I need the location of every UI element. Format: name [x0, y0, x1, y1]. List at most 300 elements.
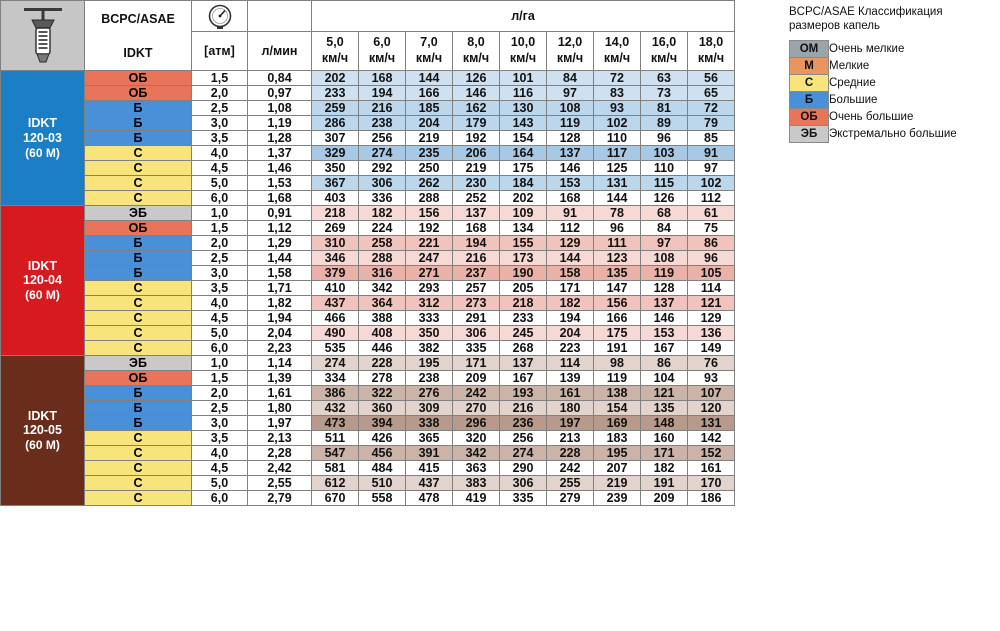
- bcpc-header-cell: [85, 1, 192, 71]
- flow-lmin-cell: 1,39: [248, 371, 312, 386]
- pressure-cell: 2,5: [192, 101, 248, 116]
- legend-swatch: С: [790, 74, 829, 91]
- rate-cell: 237: [453, 266, 500, 281]
- pressure-cell: 4,5: [192, 461, 248, 476]
- rate-cell: 65: [688, 86, 735, 101]
- rate-cell: 128: [547, 131, 594, 146]
- pressure-cell: 6,0: [192, 191, 248, 206]
- table-row: [1, 176, 735, 191]
- droplet-class-cell: С: [85, 491, 192, 506]
- rate-cell: 131: [594, 176, 641, 191]
- rate-cell: 112: [547, 221, 594, 236]
- rate-cell: 86: [688, 236, 735, 251]
- rate-cell: 259: [312, 101, 359, 116]
- rate-cell: 274: [312, 356, 359, 371]
- rate-cell: 258: [359, 236, 406, 251]
- table-row: [1, 491, 735, 506]
- rate-cell: 91: [547, 206, 594, 221]
- rate-cell: 191: [641, 476, 688, 491]
- rate-cell: 192: [406, 221, 453, 236]
- table-row: [1, 101, 735, 116]
- rate-cell: 73: [641, 86, 688, 101]
- rate-cell: 197: [547, 416, 594, 431]
- rate-cell: 154: [594, 401, 641, 416]
- table-header: [1, 1, 735, 71]
- rate-cell: 103: [641, 146, 688, 161]
- pressure-cell: 4,5: [192, 161, 248, 176]
- table-row: [1, 236, 735, 251]
- rate-cell: 96: [688, 251, 735, 266]
- rate-cell: 276: [406, 386, 453, 401]
- rate-cell: 228: [547, 446, 594, 461]
- rate-cell: 233: [500, 311, 547, 326]
- rate-cell: 320: [453, 431, 500, 446]
- table-row: [1, 71, 735, 86]
- flow-lmin-cell: 1,71: [248, 281, 312, 296]
- rate-cell: 432: [312, 401, 359, 416]
- rate-cell: 224: [359, 221, 406, 236]
- rate-cell: 167: [500, 371, 547, 386]
- group-name: IDKT: [27, 258, 58, 273]
- rate-cell: 242: [547, 461, 594, 476]
- rate-cell: 76: [688, 356, 735, 371]
- flow-lmin-cell: 1,29: [248, 236, 312, 251]
- rate-cell: 162: [453, 101, 500, 116]
- rate-cell: 274: [500, 446, 547, 461]
- rate-cell: 146: [453, 86, 500, 101]
- rate-cell: 143: [500, 116, 547, 131]
- rate-cell: 112: [688, 191, 735, 206]
- rate-cell: 179: [453, 116, 500, 131]
- droplet-class-cell: Б: [85, 251, 192, 266]
- rate-cell: 182: [641, 461, 688, 476]
- flow-lmin-cell: 1,80: [248, 401, 312, 416]
- table-row: [1, 416, 735, 431]
- rate-cell: 484: [359, 461, 406, 476]
- rate-cell: 292: [359, 161, 406, 176]
- rate-cell: 137: [547, 146, 594, 161]
- rate-cell: 171: [453, 356, 500, 371]
- table-row: [1, 341, 735, 356]
- legend-label: Большие: [829, 93, 878, 106]
- rate-cell: 93: [688, 371, 735, 386]
- rate-cell: 335: [500, 491, 547, 506]
- rate-cell: 183: [594, 431, 641, 446]
- pressure-cell: 1,0: [192, 206, 248, 221]
- rate-cell: 256: [500, 431, 547, 446]
- droplet-class-cell: С: [85, 326, 192, 341]
- rate-cell: 195: [594, 446, 641, 461]
- pressure-cell: 3,5: [192, 281, 248, 296]
- rate-cell: 233: [312, 86, 359, 101]
- pressure-cell: 5,0: [192, 476, 248, 491]
- nozzle-group-label-120-04: [1, 206, 85, 356]
- rate-cell: 135: [594, 266, 641, 281]
- rate-cell: 216: [453, 251, 500, 266]
- rate-cell: 363: [453, 461, 500, 476]
- droplet-class-cell: С: [85, 341, 192, 356]
- legend-label: Очень большие: [829, 110, 914, 123]
- rate-cell: 510: [359, 476, 406, 491]
- rate-cell: 130: [500, 101, 547, 116]
- rate-cell: 535: [312, 341, 359, 356]
- bcpc-header-line1: BCPC/ASAE: [101, 11, 175, 26]
- rate-cell: 269: [312, 221, 359, 236]
- rate-cell: 190: [500, 266, 547, 281]
- flow-lmin-cell: 1,68: [248, 191, 312, 206]
- rate-cell: 391: [406, 446, 453, 461]
- rate-cell: 245: [500, 326, 547, 341]
- rate-cell: 207: [594, 461, 641, 476]
- speed-header-0: 5,0 км/ч: [312, 32, 359, 71]
- rate-cell: 175: [594, 326, 641, 341]
- rate-cell: 160: [641, 431, 688, 446]
- rate-cell: 175: [500, 161, 547, 176]
- flow-lmin-cell: 1,82: [248, 296, 312, 311]
- rate-cell: 182: [547, 296, 594, 311]
- droplet-class-cell: С: [85, 311, 192, 326]
- rate-cell: 108: [547, 101, 594, 116]
- rate-cell: 144: [594, 191, 641, 206]
- rate-cell: 202: [500, 191, 547, 206]
- rate-cell: 193: [500, 386, 547, 401]
- flow-lmin-cell: 2,13: [248, 431, 312, 446]
- flow-lmin-cell: 1,19: [248, 116, 312, 131]
- rate-cell: 252: [453, 191, 500, 206]
- rate-cell: 388: [359, 311, 406, 326]
- rate-cell: 117: [594, 146, 641, 161]
- rate-cell: 306: [500, 476, 547, 491]
- group-name: IDKT: [27, 408, 58, 423]
- legend-label: Очень мелкие: [829, 42, 905, 55]
- rate-cell: 310: [312, 236, 359, 251]
- lga-header: л/га: [312, 1, 735, 32]
- pressure-cell: 3,0: [192, 416, 248, 431]
- rate-cell: 383: [453, 476, 500, 491]
- nozzle-icon-cell: [1, 1, 85, 71]
- rate-cell: 312: [406, 296, 453, 311]
- rate-cell: 478: [406, 491, 453, 506]
- pressure-cell: 4,5: [192, 311, 248, 326]
- rate-cell: 137: [641, 296, 688, 311]
- rate-cell: 56: [688, 71, 735, 86]
- droplet-class-cell: С: [85, 296, 192, 311]
- rate-cell: 79: [688, 116, 735, 131]
- speed-header-2: 7,0 км/ч: [406, 32, 453, 71]
- pressure-gauge-cell: [192, 1, 248, 32]
- rate-cell: 169: [594, 416, 641, 431]
- speed-header-7: 16,0 км/ч: [641, 32, 688, 71]
- rate-cell: 102: [688, 176, 735, 191]
- table-row: [1, 461, 735, 476]
- rate-cell: 670: [312, 491, 359, 506]
- group-model: 120-04: [23, 273, 62, 288]
- flow-lmin-cell: 1,97: [248, 416, 312, 431]
- rate-cell: 364: [359, 296, 406, 311]
- rate-cell: 168: [453, 221, 500, 236]
- rate-cell: 204: [406, 116, 453, 131]
- droplet-class-cell: Б: [85, 416, 192, 431]
- droplet-class-cell: С: [85, 461, 192, 476]
- rate-cell: 147: [594, 281, 641, 296]
- table-row: [1, 311, 735, 326]
- rate-cell: 123: [594, 251, 641, 266]
- rate-cell: 219: [594, 476, 641, 491]
- rate-cell: 329: [312, 146, 359, 161]
- flow-lmin-cell: 2,23: [248, 341, 312, 356]
- droplet-class-cell: Б: [85, 386, 192, 401]
- rate-cell: 223: [547, 341, 594, 356]
- rate-cell: 166: [406, 86, 453, 101]
- rate-cell: 101: [500, 71, 547, 86]
- rate-cell: 171: [641, 446, 688, 461]
- legend-swatch: М: [790, 57, 829, 74]
- rate-cell: 342: [359, 281, 406, 296]
- rate-cell: 415: [406, 461, 453, 476]
- legend-swatch: ОМ: [790, 40, 829, 57]
- speed-header-4: 10,0 км/ч: [500, 32, 547, 71]
- rate-cell: 78: [594, 206, 641, 221]
- rate-cell: 204: [547, 326, 594, 341]
- rate-cell: 394: [359, 416, 406, 431]
- droplet-class-cell: ОБ: [85, 71, 192, 86]
- rate-cell: 194: [547, 311, 594, 326]
- rate-cell: 161: [688, 461, 735, 476]
- flow-lmin-cell: 1,58: [248, 266, 312, 281]
- rate-cell: 75: [688, 221, 735, 236]
- table-row: [1, 161, 735, 176]
- rate-cell: 239: [594, 491, 641, 506]
- atm-header: [атм]: [192, 32, 248, 71]
- rate-cell: 419: [453, 491, 500, 506]
- rate-cell: 271: [406, 266, 453, 281]
- pressure-cell: 4,0: [192, 296, 248, 311]
- rate-cell: 97: [547, 86, 594, 101]
- rate-cell: 142: [688, 431, 735, 446]
- table-row: [1, 446, 735, 461]
- table-row: [1, 296, 735, 311]
- rate-cell: 155: [500, 236, 547, 251]
- rate-cell: 288: [406, 191, 453, 206]
- droplet-class-cell: С: [85, 146, 192, 161]
- rate-cell: 274: [359, 146, 406, 161]
- rate-cell: 115: [641, 176, 688, 191]
- rate-cell: 342: [453, 446, 500, 461]
- rate-cell: 111: [594, 236, 641, 251]
- rate-cell: 290: [500, 461, 547, 476]
- rate-cell: 146: [547, 161, 594, 176]
- flow-lmin-cell: 2,79: [248, 491, 312, 506]
- droplet-class-cell: Б: [85, 101, 192, 116]
- flow-lmin-cell: 2,28: [248, 446, 312, 461]
- flow-lmin-cell: 1,94: [248, 311, 312, 326]
- rate-cell: 209: [641, 491, 688, 506]
- rate-cell: 360: [359, 401, 406, 416]
- group-model: 120-03: [23, 130, 62, 145]
- speed-header-1: 6,0 км/ч: [359, 32, 406, 71]
- rate-cell: 121: [641, 386, 688, 401]
- rate-cell: 262: [406, 176, 453, 191]
- droplet-class-cell: ОБ: [85, 86, 192, 101]
- rate-cell: 156: [406, 206, 453, 221]
- pressure-cell: 5,0: [192, 176, 248, 191]
- legend-swatch: Б: [790, 91, 829, 108]
- rate-cell: 205: [500, 281, 547, 296]
- table-row: [1, 281, 735, 296]
- rate-cell: 473: [312, 416, 359, 431]
- nozzle-group-label-120-03: [1, 71, 85, 206]
- table-row: [1, 206, 735, 221]
- pressure-cell: 5,0: [192, 326, 248, 341]
- rate-cell: 291: [453, 311, 500, 326]
- flow-lmin-cell: 1,14: [248, 356, 312, 371]
- rate-cell: 108: [641, 251, 688, 266]
- droplet-class-cell: Б: [85, 116, 192, 131]
- rate-cell: 184: [500, 176, 547, 191]
- rate-cell: 144: [547, 251, 594, 266]
- table-row: [1, 401, 735, 416]
- rate-cell: 126: [453, 71, 500, 86]
- rate-cell: 128: [641, 281, 688, 296]
- pressure-gauge-icon: [205, 3, 235, 29]
- rate-cell: 136: [688, 326, 735, 341]
- rate-cell: 84: [641, 221, 688, 236]
- rate-cell: 202: [312, 71, 359, 86]
- rate-cell: 270: [453, 401, 500, 416]
- rate-cell: 120: [688, 401, 735, 416]
- droplet-class-cell: Б: [85, 266, 192, 281]
- rate-cell: 235: [406, 146, 453, 161]
- rate-cell: 350: [406, 326, 453, 341]
- rate-cell: 247: [406, 251, 453, 266]
- flow-lmin-cell: 1,44: [248, 251, 312, 266]
- pressure-cell: 1,0: [192, 356, 248, 371]
- rate-cell: 83: [594, 86, 641, 101]
- rate-cell: 126: [641, 191, 688, 206]
- rate-cell: 338: [406, 416, 453, 431]
- rate-cell: 194: [359, 86, 406, 101]
- rate-cell: 149: [688, 341, 735, 356]
- pressure-cell: 3,5: [192, 131, 248, 146]
- rate-cell: 255: [547, 476, 594, 491]
- rate-cell: 365: [406, 431, 453, 446]
- rate-cell: 144: [406, 71, 453, 86]
- flow-lmin-cell: 1,37: [248, 146, 312, 161]
- rate-cell: 236: [500, 416, 547, 431]
- rate-cell: 547: [312, 446, 359, 461]
- table-row: [1, 431, 735, 446]
- pressure-cell: 4,0: [192, 446, 248, 461]
- rate-cell: 153: [547, 176, 594, 191]
- rate-cell: 250: [406, 161, 453, 176]
- droplet-class-cell: С: [85, 191, 192, 206]
- flow-lmin-cell: 1,46: [248, 161, 312, 176]
- rate-cell: 219: [453, 161, 500, 176]
- legend-item: [790, 40, 957, 57]
- lmin-header-top: [248, 1, 312, 32]
- flow-lmin-cell: 1,61: [248, 386, 312, 401]
- rate-cell: 146: [641, 311, 688, 326]
- table-row: [1, 476, 735, 491]
- table-row: [1, 326, 735, 341]
- rate-cell: 213: [547, 431, 594, 446]
- flow-lmin-cell: 0,84: [248, 71, 312, 86]
- rate-cell: 456: [359, 446, 406, 461]
- flow-lmin-cell: 1,12: [248, 221, 312, 236]
- rate-cell: 97: [688, 161, 735, 176]
- rate-cell: 185: [406, 101, 453, 116]
- rate-cell: 85: [688, 131, 735, 146]
- table-row: [1, 131, 735, 146]
- rate-cell: 96: [594, 221, 641, 236]
- rate-cell: 98: [594, 356, 641, 371]
- droplet-class-cell: Б: [85, 401, 192, 416]
- rate-cell: 119: [594, 371, 641, 386]
- rate-cell: 139: [547, 371, 594, 386]
- rate-cell: 129: [688, 311, 735, 326]
- legend-label: Экстремально большие: [829, 127, 957, 140]
- nozzle-group-label-120-05: [1, 356, 85, 506]
- rate-cell: 91: [688, 146, 735, 161]
- pressure-cell: 3,0: [192, 116, 248, 131]
- rate-cell: 278: [359, 371, 406, 386]
- rate-cell: 194: [453, 236, 500, 251]
- speed-header-6: 14,0 км/ч: [594, 32, 641, 71]
- rate-cell: 84: [547, 71, 594, 86]
- pressure-cell: 6,0: [192, 491, 248, 506]
- rate-cell: 307: [312, 131, 359, 146]
- rate-cell: 86: [641, 356, 688, 371]
- pressure-cell: 2,0: [192, 86, 248, 101]
- rate-cell: 511: [312, 431, 359, 446]
- droplet-class-cell: ЭБ: [85, 206, 192, 221]
- rate-cell: 209: [453, 371, 500, 386]
- flow-lmin-cell: 1,53: [248, 176, 312, 191]
- flow-lmin-cell: 2,55: [248, 476, 312, 491]
- rate-cell: 296: [453, 416, 500, 431]
- droplet-class-cell: С: [85, 476, 192, 491]
- pressure-cell: 4,0: [192, 146, 248, 161]
- rate-cell: 216: [500, 401, 547, 416]
- rate-cell: 490: [312, 326, 359, 341]
- rate-cell: 379: [312, 266, 359, 281]
- droplet-class-cell: Б: [85, 131, 192, 146]
- rate-cell: 410: [312, 281, 359, 296]
- rate-cell: 138: [594, 386, 641, 401]
- droplet-class-cell: С: [85, 176, 192, 191]
- droplet-class-cell: С: [85, 161, 192, 176]
- table-row: [1, 116, 735, 131]
- rate-cell: 137: [453, 206, 500, 221]
- lmin-header: л/мин: [248, 32, 312, 71]
- rate-cell: 170: [688, 476, 735, 491]
- rate-cell: 158: [547, 266, 594, 281]
- speed-header-3: 8,0 км/ч: [453, 32, 500, 71]
- rate-cell: 426: [359, 431, 406, 446]
- rate-cell: 293: [406, 281, 453, 296]
- droplet-class-cell: С: [85, 431, 192, 446]
- droplet-class-cell: С: [85, 446, 192, 461]
- rate-cell: 125: [594, 161, 641, 176]
- rate-cell: 131: [688, 416, 735, 431]
- rate-cell: 97: [641, 236, 688, 251]
- rate-cell: 119: [547, 116, 594, 131]
- rate-cell: 336: [359, 191, 406, 206]
- legend-label: Мелкие: [829, 59, 870, 72]
- rate-cell: 93: [594, 101, 641, 116]
- speed-header-5: 12,0 км/ч: [547, 32, 594, 71]
- rate-cell: 446: [359, 341, 406, 356]
